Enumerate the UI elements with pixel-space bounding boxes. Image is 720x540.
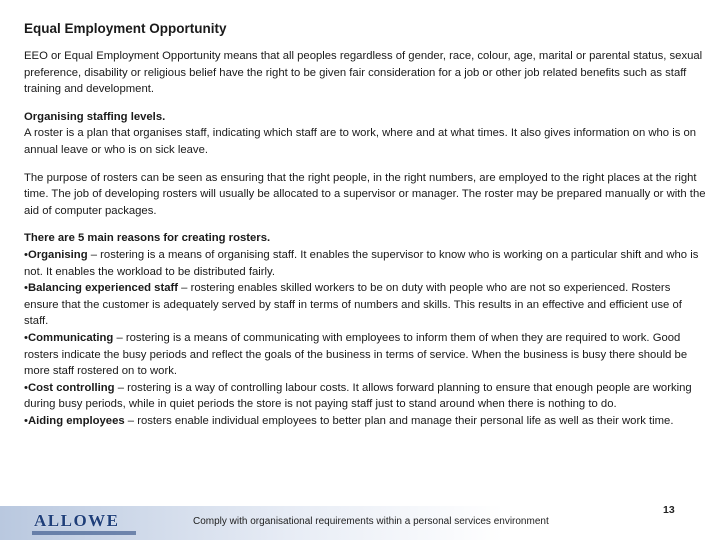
logo-underline: [32, 531, 136, 535]
reason-text: – rostering enables skilled workers to be on duty with people who are not so experienced. Rosters ensure that the customer is adequately served by staff in terms of numbers and skills. This results in an effective and efficient use of staff.: [24, 282, 682, 328]
page-number: 13: [663, 504, 675, 516]
reason-text: – rostering is a means of communicating with employees to inform them of when they are required to work. Good rosters indicate the busy periods and reflect the goals of the business in terms of service. When the business is busy there should be more staff rostered on to work.: [24, 331, 688, 378]
logo-text: ALLOWE: [34, 511, 120, 530]
reasons-section: [24, 230, 708, 429]
purpose-paragraph: The purpose of rosters can be seen as ensuring that the right people, in the right numbers, are employed to the right places at the right time. The job of developing rosters will usually be allocated to a supervisor or manager. The roster may be prepared manually or with the aid of computer packages.: [24, 171, 706, 217]
footer-bar: [0, 506, 720, 540]
reason-item: •Communicating – rostering is a means of communicating with employees to inform them of when they are required to work. Good rosters indicate the busy periods and reflect the goals of the business in terms of service. When the business is busy there should be more staff rostered on to work.: [24, 331, 688, 378]
reason-term: Balancing experienced staff: [27, 282, 179, 295]
slide-content: [24, 20, 708, 429]
reason-text: – rosters enable individual employees to better plan and manage their personal life as well as their work time.: [124, 414, 674, 427]
reason-term: Communicating: [27, 331, 114, 344]
intro-paragraph: EEO or Equal Employment Opportunity means that all peoples regardless of gender, race, colour, age, marital or parental status, sexual preference, disability or religious belief have the right to be given fair consideration for a job or other job related benefits such as staff training and development.: [24, 50, 703, 96]
reason-term: Cost controlling: [27, 381, 115, 394]
staffing-heading: Organising staffing levels.: [24, 110, 166, 123]
staffing-text: A roster is a plan that organises staff, indicating which staff are to work, where and at what times. It also gives information on who is on annual leave or who is on sick leave.: [24, 127, 697, 156]
allowe-logo: [28, 509, 144, 539]
reason-text: – rostering is a way of controlling labour costs. It allows forward planning to ensure that enough people are working during busy periods, while in quiet periods the store is not paying staff just to stand around when there is nothing to do.: [24, 381, 692, 411]
reason-item: •Organising – rostering is a means of organising staff. It enables the supervisor to know who is working on a particular shift and who is not. It enables the workload to be distributed fairly.: [24, 248, 699, 278]
reason-item: •Aiding employees – rosters enable individual employees to better plan and manage their personal life as well as their work time.: [24, 414, 674, 427]
reason-item: •Cost controlling – rostering is a way of controlling labour costs. It allows forward planning to ensure that enough people are working during busy periods, while in quiet periods the store is not paying staff just to stand around when there is nothing to do.: [24, 381, 692, 411]
reason-term: Organising: [27, 248, 88, 261]
staffing-section: [24, 109, 708, 159]
reason-text: – rostering is a means of organising staff. It enables the supervisor to know who is working on a particular shift and who is not. It enables the workload to be distributed fairly.: [24, 248, 699, 278]
reason-term: Aiding employees: [27, 414, 125, 427]
reason-item: •Balancing experienced staff – rostering enables skilled workers to be on duty with people who are not so experienced. Rosters ensure that the customer is adequately served by staff in terms of numbers and skills. This results in an effective and efficient use of staff.: [24, 282, 682, 328]
reasons-heading: There are 5 main reasons for creating rosters.: [24, 232, 271, 245]
page-title: Equal Employment Opportunity: [24, 21, 227, 36]
footer-caption: Comply with organisational requirements within a personal services environment: [193, 516, 549, 527]
